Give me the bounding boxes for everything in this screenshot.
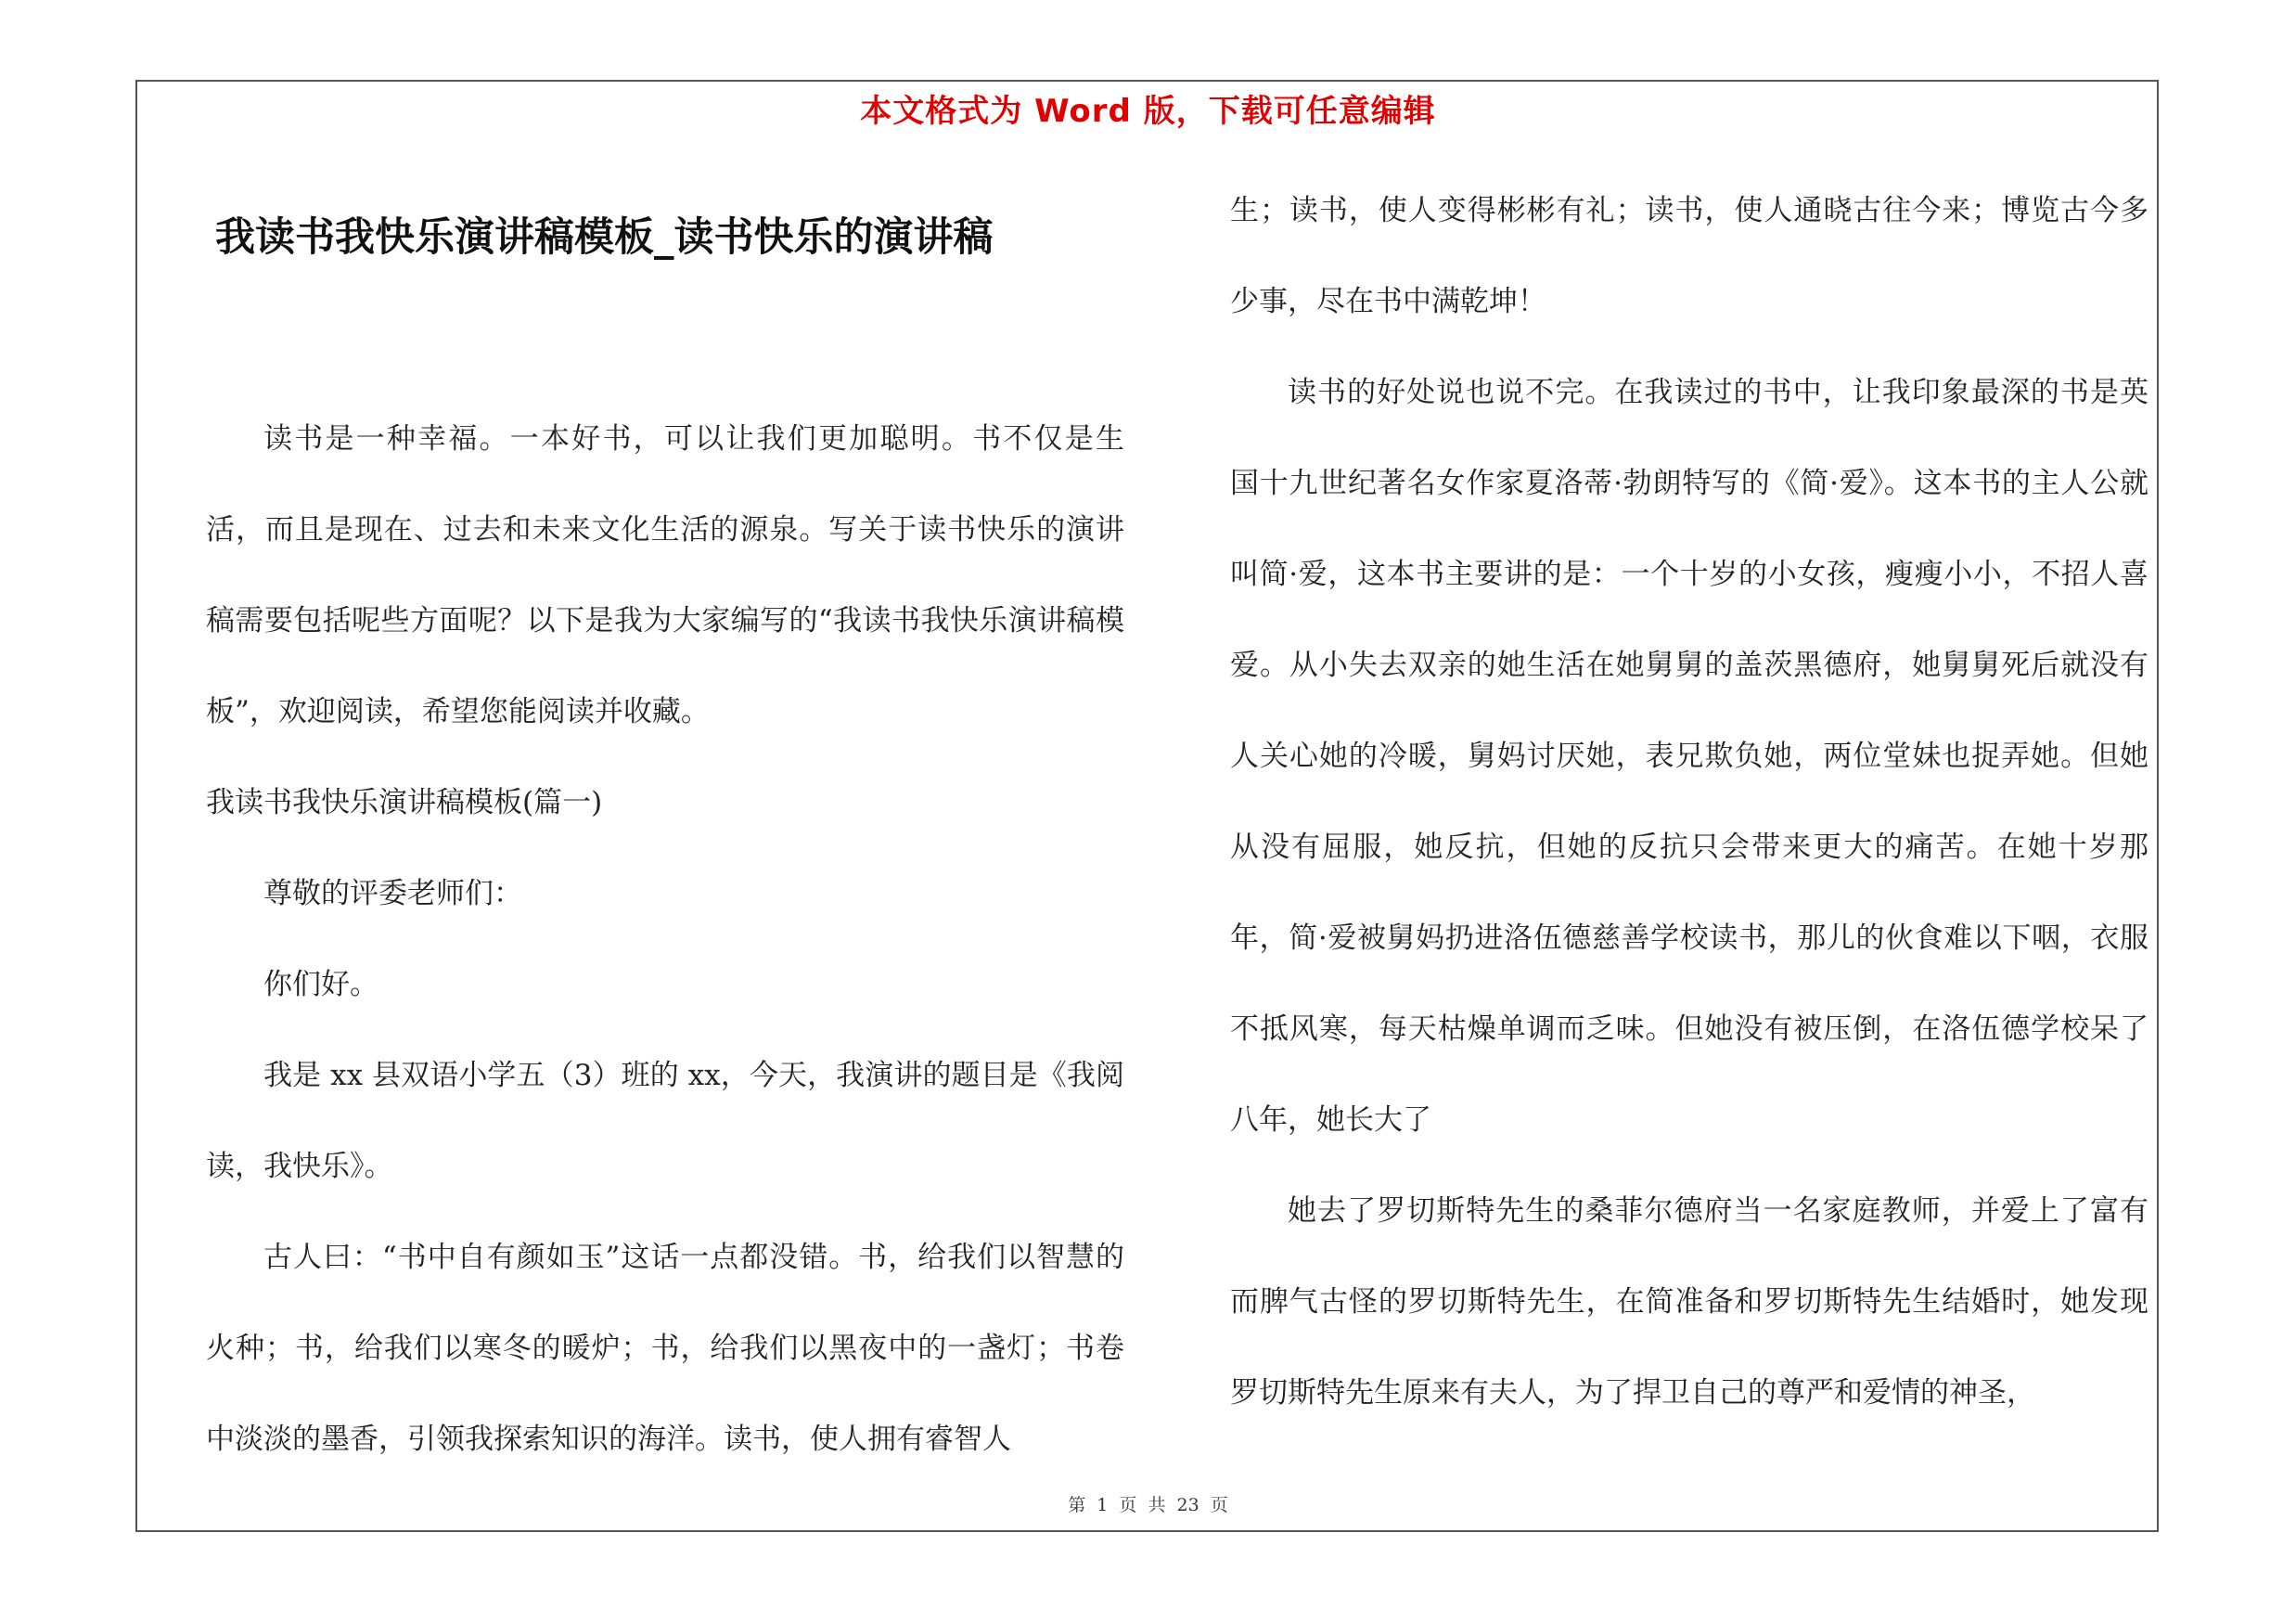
intro-paragraph: 读书是一种幸福。一本好书，可以让我们更加聪明。书不仅是生活，而且是现在、过去和未来文化生活的源泉。写关于读书快乐的演讲稿需要包括呢些方面呢？以下是我为大家编写的“我读书我快乐演讲稿模板”，欢迎阅读，希望您能阅读并收藏。 [206, 422, 1124, 728]
right-column [1230, 165, 2148, 1438]
left-column [206, 393, 1124, 1485]
ancient-saying-paragraph: 古人曰：“书中自有颜如玉”这话一点都没错。书，给我们以智慧的火种；书，给我们以寒冬的暖炉；书，给我们以黑夜中的一盏灯；书卷中淡淡的墨香，引领我探索知识的海洋。读书，使人拥有睿智人 [206, 1241, 1124, 1456]
continued-paragraph: 生；读书，使人变得彬彬有礼；读书，使人通晓古往今来；博览古今多少事，尽在书中满乾坤！ [1230, 194, 2148, 318]
salutation: 尊敬的评委老师们： [263, 877, 522, 910]
jane-eyre-paragraph: 读书的好处说也说不完。在我读过的书中，让我印象最深的书是英国十九世纪著名女作家夏洛蒂·勃朗特写的《简·爱》。这本书的主人公就叫简·爱，这本书主要讲的是：一个十岁的小女孩，瘦瘦小小，不招人喜爱。从小失去双亲的她生活在她舅舅的盖茨黑德府，她舅舅死后就没有人关心她的冷暖，舅妈讨厌她，表兄欺负她，两位堂妹也捉弄她。但她从没有屈服，她反抗，但她的反抗只会带来更大的痛苦。在她十岁那年，简·爱被舅妈扔进洛伍德慈善学校读书，那儿的伙食难以下咽，衣服不抵风寒，每天枯燥单调而乏味。但她没有被压倒，在洛伍德学校呆了八年，她长大了 [1230, 376, 2148, 1137]
self-introduction-paragraph: 我是 xx 县双语小学五（3）班的 xx，今天，我演讲的题目是《我阅读，我快乐》。 [206, 1059, 1124, 1183]
document-title: 我读书我快乐演讲稿模板_读书快乐的演讲稿 [215, 214, 994, 261]
word-format-banner: 本文格式为 Word 版，下载可任意编辑 [860, 93, 1436, 130]
thornfield-paragraph: 她去了罗切斯特先生的桑菲尔德府当一名家庭教师，并爱上了富有而脾气古怪的罗切斯特先生，在简准备和罗切斯特先生结婚时，她发现罗切斯特先生原来有夫人，为了捍卫自己的尊严和爱情的神圣， [1230, 1194, 2148, 1410]
greeting: 你们好。 [263, 968, 378, 1001]
page-number-footer: 第 1 页 共 23 页 [1068, 1495, 1228, 1515]
section-heading: 我读书我快乐演讲稿模板(篇一) [206, 786, 603, 819]
